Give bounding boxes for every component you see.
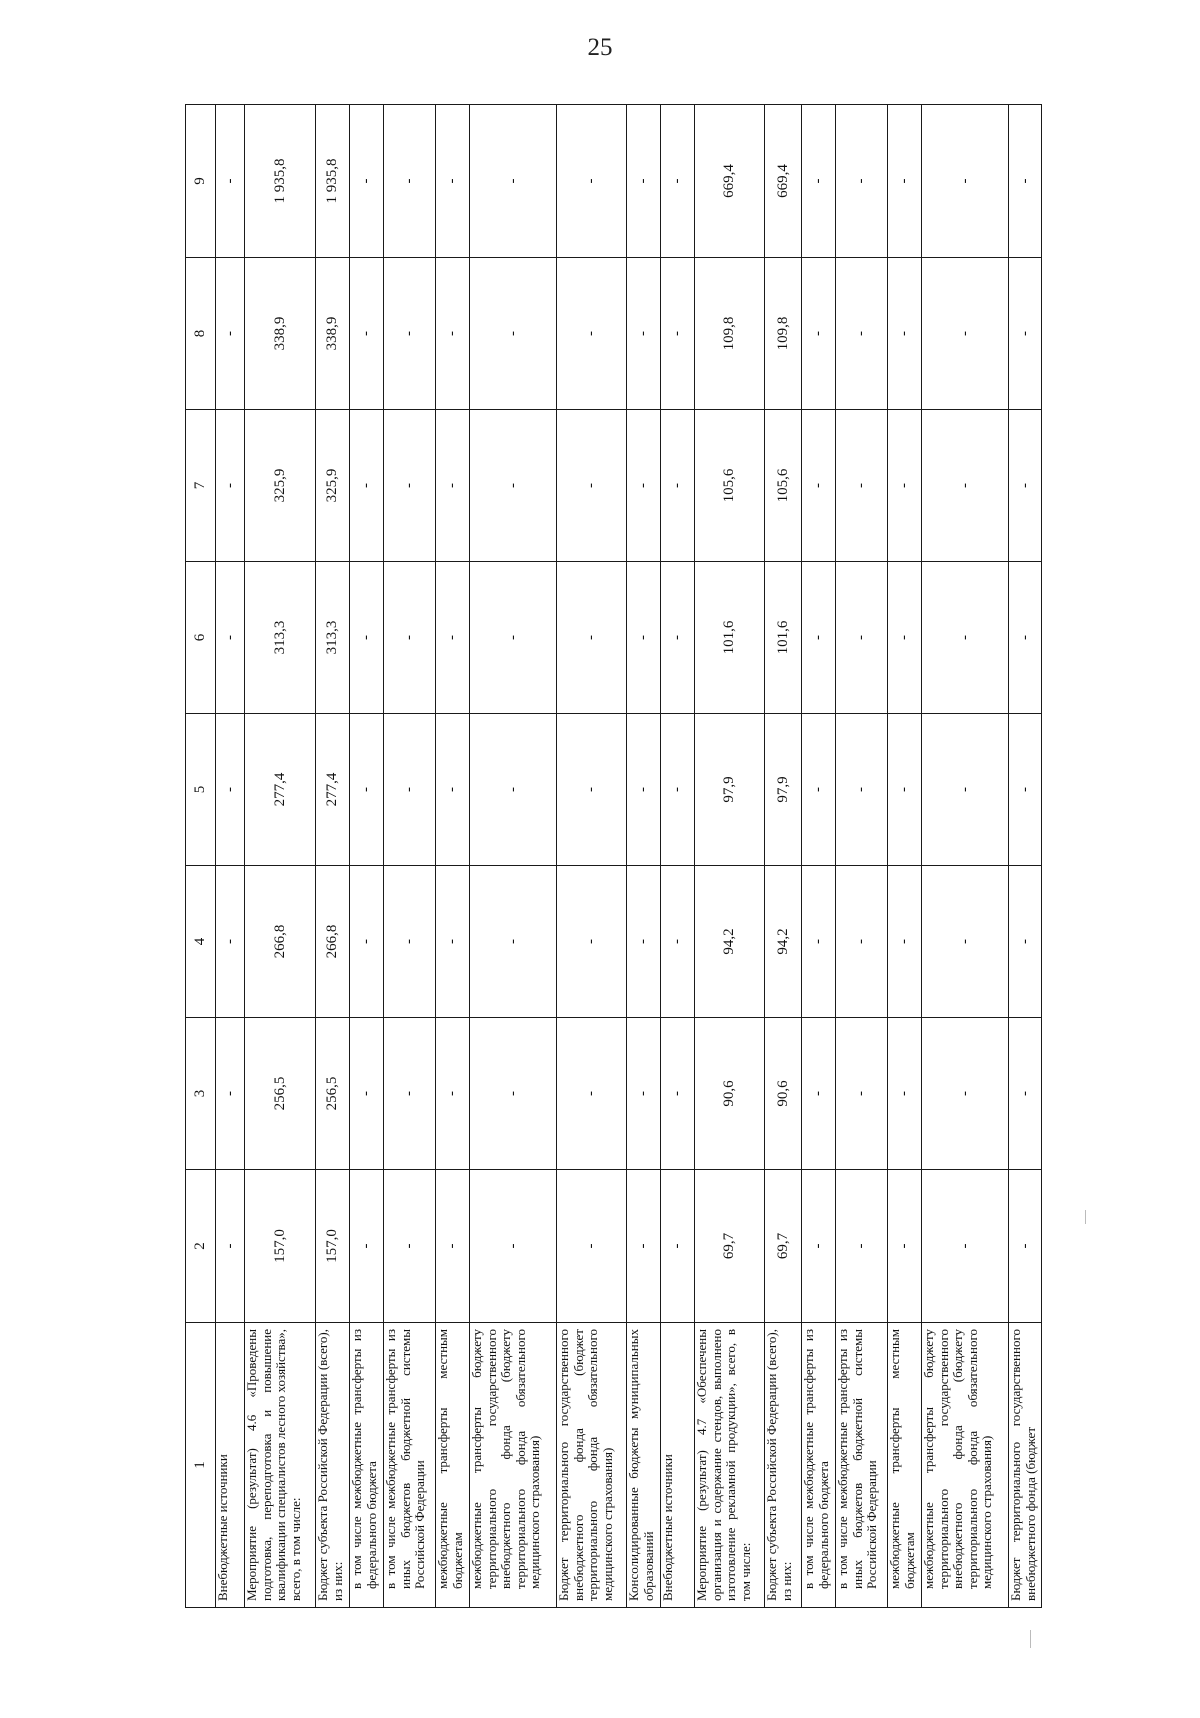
cell-value: -	[384, 258, 436, 410]
page-number: 25	[587, 34, 613, 61]
cell-value: -	[627, 1170, 661, 1323]
cell-value: -	[802, 258, 836, 410]
table-row	[765, 105, 802, 1608]
col-header: 4	[186, 866, 216, 1018]
cell-value: -	[384, 1170, 436, 1323]
cell-value: -	[627, 866, 661, 1018]
cell-value: -	[557, 258, 627, 410]
cell-value: -	[350, 105, 384, 258]
cell-value: -	[836, 1170, 888, 1323]
cell-value: -	[1009, 562, 1042, 714]
cell-value: -	[470, 714, 557, 866]
cell-value: 101,6	[695, 562, 765, 714]
rotated-table-container	[185, 105, 1038, 1608]
cell-value: 101,6	[765, 562, 802, 714]
cell-value: -	[627, 258, 661, 410]
table-row	[470, 105, 557, 1608]
row-label: межбюджетные трансферты бюджету территориального государственного внебюджетного фонда (бюджету территориального фонда обязательного медицинского страхования)	[470, 1323, 557, 1608]
cell-value: -	[350, 562, 384, 714]
cell-value: -	[802, 105, 836, 258]
cell-value: -	[922, 1018, 1009, 1170]
cell-value: -	[384, 866, 436, 1018]
cell-value: -	[1009, 410, 1042, 562]
cell-value: -	[888, 866, 922, 1018]
cell-value: -	[436, 714, 470, 866]
row-label: межбюджетные трансферты бюджету территориального государственного внебюджетного фонда (бюджету территориального фонда обязательного медицинского страхования)	[922, 1323, 1009, 1608]
cell-value: 1 935,8	[245, 105, 316, 258]
cell-value: 157,0	[245, 1170, 316, 1323]
cell-value: 109,8	[765, 258, 802, 410]
cell-value: -	[836, 562, 888, 714]
table-row	[802, 105, 836, 1608]
col-header: 3	[186, 1018, 216, 1170]
col-header: 5	[186, 714, 216, 866]
cell-value: -	[1009, 1170, 1042, 1323]
row-label: Внебюджетные источники	[216, 1323, 245, 1608]
cell-value: -	[384, 410, 436, 562]
table-row	[888, 105, 922, 1608]
cell-value: -	[384, 714, 436, 866]
cell-value: -	[216, 714, 245, 866]
cell-value: 109,8	[695, 258, 765, 410]
cell-value: 94,2	[695, 866, 765, 1018]
cell-value: -	[888, 1018, 922, 1170]
table-row	[922, 105, 1009, 1608]
cell-value: -	[436, 1018, 470, 1170]
row-label: в том числе межбюджетные трансферты из федерального бюджета	[350, 1323, 384, 1608]
table-row	[557, 105, 627, 1608]
cell-value: -	[470, 410, 557, 562]
cell-value: 69,7	[765, 1170, 802, 1323]
cell-value: -	[470, 866, 557, 1018]
cell-value: 256,5	[245, 1018, 316, 1170]
table-row	[245, 105, 316, 1608]
cell-value: -	[802, 866, 836, 1018]
cell-value: -	[216, 1018, 245, 1170]
cell-value: -	[922, 410, 1009, 562]
budget-table	[185, 104, 1042, 1608]
cell-value: -	[627, 714, 661, 866]
table-row	[316, 105, 350, 1608]
cell-value: -	[436, 1170, 470, 1323]
cell-value: -	[1009, 105, 1042, 258]
cell-value: -	[557, 1170, 627, 1323]
cell-value: 90,6	[695, 1018, 765, 1170]
row-label: Бюджет территориального государственного внебюджетного фонда (бюджет	[1009, 1323, 1042, 1608]
row-label: Бюджет территориального государственного внебюджетного фонда (бюджет территориального фонда обязательного медицинского страхования)	[557, 1323, 627, 1608]
cell-value: -	[216, 562, 245, 714]
cell-value: -	[216, 105, 245, 258]
cell-value: -	[627, 105, 661, 258]
cell-value: 1 935,8	[316, 105, 350, 258]
cell-value: 313,3	[316, 562, 350, 714]
row-label: Консолидированные бюджеты муниципальных образований	[627, 1323, 661, 1608]
cell-value: 669,4	[765, 105, 802, 258]
cell-value: 90,6	[765, 1018, 802, 1170]
cell-value: -	[216, 866, 245, 1018]
col-header: 2	[186, 1170, 216, 1323]
cell-value: -	[436, 562, 470, 714]
cell-value: -	[836, 714, 888, 866]
cell-value: 266,8	[316, 866, 350, 1018]
row-label: Бюджет субъекта Российской Федерации (всего), из них:	[316, 1323, 350, 1608]
cell-value: -	[802, 1018, 836, 1170]
cell-value: -	[350, 714, 384, 866]
row-label: в том числе межбюджетные трансферты из иных бюджетов бюджетной системы Российской Федерации	[384, 1323, 436, 1608]
cell-value: 97,9	[765, 714, 802, 866]
col-header: 8	[186, 258, 216, 410]
cell-value: -	[470, 562, 557, 714]
cell-value: -	[888, 105, 922, 258]
cell-value: -	[557, 866, 627, 1018]
cell-value: -	[627, 562, 661, 714]
cell-value: -	[802, 410, 836, 562]
cell-value: 94,2	[765, 866, 802, 1018]
row-label: в том числе межбюджетные трансферты из иных бюджетов бюджетной системы Российской Федерации	[836, 1323, 888, 1608]
table-row	[836, 105, 888, 1608]
table-row	[350, 105, 384, 1608]
cell-value: -	[470, 1170, 557, 1323]
cell-value: 669,4	[695, 105, 765, 258]
cell-value: -	[661, 1170, 695, 1323]
cell-value: -	[1009, 714, 1042, 866]
cell-value: 325,9	[316, 410, 350, 562]
cell-value: -	[557, 562, 627, 714]
row-label: межбюджетные трансферты местным бюджетам	[888, 1323, 922, 1608]
cell-value: -	[836, 410, 888, 562]
table-row	[384, 105, 436, 1608]
cell-value: -	[384, 105, 436, 258]
col-header: 1	[186, 1323, 216, 1608]
cell-value: 157,0	[316, 1170, 350, 1323]
cell-value: -	[661, 1018, 695, 1170]
cell-value: 105,6	[765, 410, 802, 562]
cell-value: -	[1009, 258, 1042, 410]
cell-value: -	[216, 1170, 245, 1323]
col-header: 7	[186, 410, 216, 562]
scan-mark	[1030, 1630, 1031, 1648]
cell-value: -	[436, 105, 470, 258]
cell-value: 338,9	[245, 258, 316, 410]
row-label: межбюджетные трансферты местным бюджетам	[436, 1323, 470, 1608]
table-row	[1009, 105, 1042, 1608]
table-row	[436, 105, 470, 1608]
table-row	[661, 105, 695, 1608]
row-label: в том числе межбюджетные трансферты из федерального бюджета	[802, 1323, 836, 1608]
cell-value: -	[922, 105, 1009, 258]
row-label: Бюджет субъекта Российской Федерации (всего), из них:	[765, 1323, 802, 1608]
cell-value: 338,9	[316, 258, 350, 410]
table-row	[216, 105, 245, 1608]
cell-value: -	[1009, 866, 1042, 1018]
table-row	[695, 105, 765, 1608]
cell-value: -	[470, 105, 557, 258]
cell-value: -	[836, 258, 888, 410]
cell-value: -	[661, 105, 695, 258]
cell-value: -	[802, 1170, 836, 1323]
cell-value: -	[350, 258, 384, 410]
cell-value: 277,4	[316, 714, 350, 866]
cell-value: -	[661, 562, 695, 714]
cell-value: -	[661, 410, 695, 562]
cell-value: 256,5	[316, 1018, 350, 1170]
cell-value: -	[836, 105, 888, 258]
table-row	[627, 105, 661, 1608]
cell-value: -	[888, 410, 922, 562]
cell-value: -	[888, 562, 922, 714]
cell-value: -	[470, 1018, 557, 1170]
row-label: Мероприятие (результат) 4.7 «Обеспечены организация и содержание стендов, выполнено изготовление рекламной продукции», всего, в том числе:	[695, 1323, 765, 1608]
cell-value: 266,8	[245, 866, 316, 1018]
cell-value: -	[922, 562, 1009, 714]
cell-value: -	[436, 258, 470, 410]
cell-value: -	[922, 1170, 1009, 1323]
cell-value: -	[384, 1018, 436, 1170]
cell-value: -	[216, 258, 245, 410]
cell-value: -	[557, 714, 627, 866]
cell-value: -	[557, 105, 627, 258]
row-label: Мероприятие (результат) 4.6 «Проведены подготовка, переподготовка и повышение квалификации специалистов лесного хозяйства», всего, в том числе:	[245, 1323, 316, 1608]
cell-value: -	[350, 410, 384, 562]
cell-value: -	[436, 866, 470, 1018]
cell-value: 97,9	[695, 714, 765, 866]
cell-value: -	[350, 866, 384, 1018]
cell-value: -	[802, 714, 836, 866]
cell-value: -	[1009, 1018, 1042, 1170]
scan-mark	[1085, 1210, 1086, 1224]
cell-value: -	[922, 866, 1009, 1018]
cell-value: -	[350, 1018, 384, 1170]
cell-value: 277,4	[245, 714, 316, 866]
cell-value: -	[436, 410, 470, 562]
cell-value: -	[836, 866, 888, 1018]
cell-value: -	[836, 1018, 888, 1170]
cell-value: -	[661, 714, 695, 866]
cell-value: -	[216, 410, 245, 562]
cell-value: -	[922, 714, 1009, 866]
cell-value: -	[557, 1018, 627, 1170]
cell-value: -	[661, 258, 695, 410]
col-header: 9	[186, 105, 216, 258]
cell-value: -	[627, 410, 661, 562]
cell-value: 105,6	[695, 410, 765, 562]
cell-value: -	[661, 866, 695, 1018]
header-row	[186, 105, 216, 1608]
cell-value: -	[802, 562, 836, 714]
cell-value: -	[557, 410, 627, 562]
cell-value: -	[470, 258, 557, 410]
cell-value: 69,7	[695, 1170, 765, 1323]
col-header: 6	[186, 562, 216, 714]
cell-value: -	[888, 258, 922, 410]
cell-value: -	[888, 1170, 922, 1323]
cell-value: 325,9	[245, 410, 316, 562]
cell-value: -	[922, 258, 1009, 410]
cell-value: -	[384, 562, 436, 714]
cell-value: -	[627, 1018, 661, 1170]
cell-value: -	[888, 714, 922, 866]
cell-value: 313,3	[245, 562, 316, 714]
row-label: Внебюджетные источники	[661, 1323, 695, 1608]
cell-value: -	[350, 1170, 384, 1323]
